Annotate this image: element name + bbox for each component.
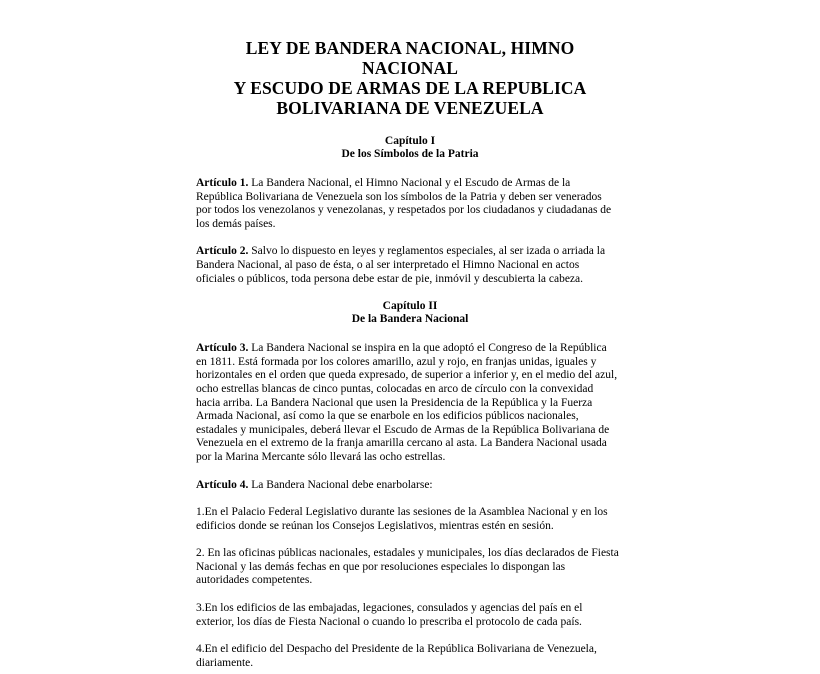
chapter-subtitle: De los Símbolos de la Patria — [341, 148, 479, 160]
paragraph-line: edificios donde se reúnan los Consejos Legislativos, mientras estén en sesión. — [196, 519, 554, 532]
list-item — [196, 602, 624, 629]
paragraph-line: oficiales o públicos, toda persona debe estar de pie, inmóvil y descubierta la cabeza. — [196, 272, 584, 285]
title-line: LEY DE BANDERA NACIONAL, HIMNO NACIONAL — [245, 38, 575, 78]
paragraph-line: 1.En el Palacio Federal Legislativo durante las sesiones de la Asamblea Nacional y en los — [196, 506, 608, 519]
chapter-1-heading — [196, 135, 624, 161]
list-item — [196, 506, 624, 533]
paragraph-text: La Bandera Nacional se inspira en la que adoptó el Congreso de la República — [248, 342, 607, 355]
document-title — [196, 38, 624, 118]
paragraph-line — [196, 479, 624, 493]
article-label: Artículo 3. — [196, 342, 249, 355]
document-body — [196, 38, 624, 674]
paragraph-text: La Bandera Nacional, el Himno Nacional y el Escudo de Armas de la — [248, 177, 571, 189]
article-3 — [196, 342, 624, 464]
paragraph-line: ocho estrellas blancas de cinco puntas, colocadas en arco de círculo con la convexidad — [196, 382, 594, 395]
title-line: BOLIVARIANA DE VENEZUELA — [276, 98, 544, 118]
title-line: Y ESCUDO DE ARMAS DE LA REPUBLICA — [233, 78, 587, 98]
chapter-subtitle: De la Bandera Nacional — [351, 313, 469, 326]
paragraph-line: autoridades competentes. — [196, 574, 313, 587]
paragraph-line: 4.En el edificio del Despacho del Presidente de la República Bolivariana de Venezuela, — [196, 643, 597, 656]
paragraph-line — [196, 245, 624, 259]
paragraph-line: hacia arriba. La Bandera Nacional que usen la Presidencia de la República y la Fuerza — [196, 396, 593, 409]
list-item — [196, 643, 624, 670]
paragraph-line: Venezuela en el extremo de la franja amarilla cercano al asta. La Bandera Nacional usada — [196, 437, 607, 450]
chapter-number: Capítulo II — [382, 300, 438, 313]
paragraph-line: exterior, los días de Fiesta Nacional o cuando lo prescriba el protocolo de cada país. — [196, 615, 582, 628]
article-2 — [196, 245, 624, 286]
paragraph-line: horizontales en el orden que queda expresado, de superior a inferior y, en el medio del azul, — [196, 369, 618, 382]
paragraph-line: 2. En las oficinas públicas nacionales, estadales y municipales, los días declarados de Fiesta — [196, 547, 619, 560]
paragraph-line: Nacional y las demás fechas en que por resoluciones especiales lo dispongan las — [196, 560, 566, 573]
paragraph-line: en 1811. Está formada por los colores amarillo, azul y rojo, en franjas unidas, iguales y — [196, 355, 597, 368]
article-label: Artículo 4. — [196, 478, 249, 491]
paragraph-line — [196, 177, 624, 191]
paragraph-line: diariamente. — [196, 656, 254, 669]
paragraph-line: estadales y municipales, deberá llevar el Escudo de Armas de la República Bolivariana de — [196, 423, 610, 436]
article-4 — [196, 479, 624, 493]
article-label: Artículo 2. — [196, 245, 249, 258]
paragraph-text: Salvo lo dispuesto en leyes y reglamentos especiales, al ser izada o arriada la — [248, 245, 606, 258]
paragraph-line: los demás países. — [196, 217, 276, 230]
list-item — [196, 547, 624, 588]
chapter-number: Capítulo I — [384, 135, 436, 147]
paragraph-line — [196, 342, 624, 356]
paragraph-line: 3.En los edificios de las embajadas, legaciones, consulados y agencias del país en el — [196, 602, 583, 615]
article-label: Artículo 1. — [196, 177, 249, 189]
paragraph-text: La Bandera Nacional debe enarbolarse: — [248, 478, 433, 491]
paragraph-line: por todos los venezolanos y venezolanas, y respetados por los ciudadanos y ciudadanas de — [196, 204, 612, 217]
paragraph-line: Armada Nacional, así como la que se enarbole en los edificios públicos nacionales, — [196, 410, 579, 423]
chapter-2-heading — [196, 300, 624, 326]
paragraph-line: Bandera Nacional, al paso de ésta, o al ser interpretado el Himno Nacional en actos — [196, 258, 580, 271]
paragraph-line: República Bolivariana de Venezuela son los símbolos de la Patria y deben ser venerados — [196, 190, 602, 203]
paragraph-line: por la Marina Mercante sólo llevará las ocho estrellas. — [196, 450, 446, 463]
article-1 — [196, 177, 624, 231]
